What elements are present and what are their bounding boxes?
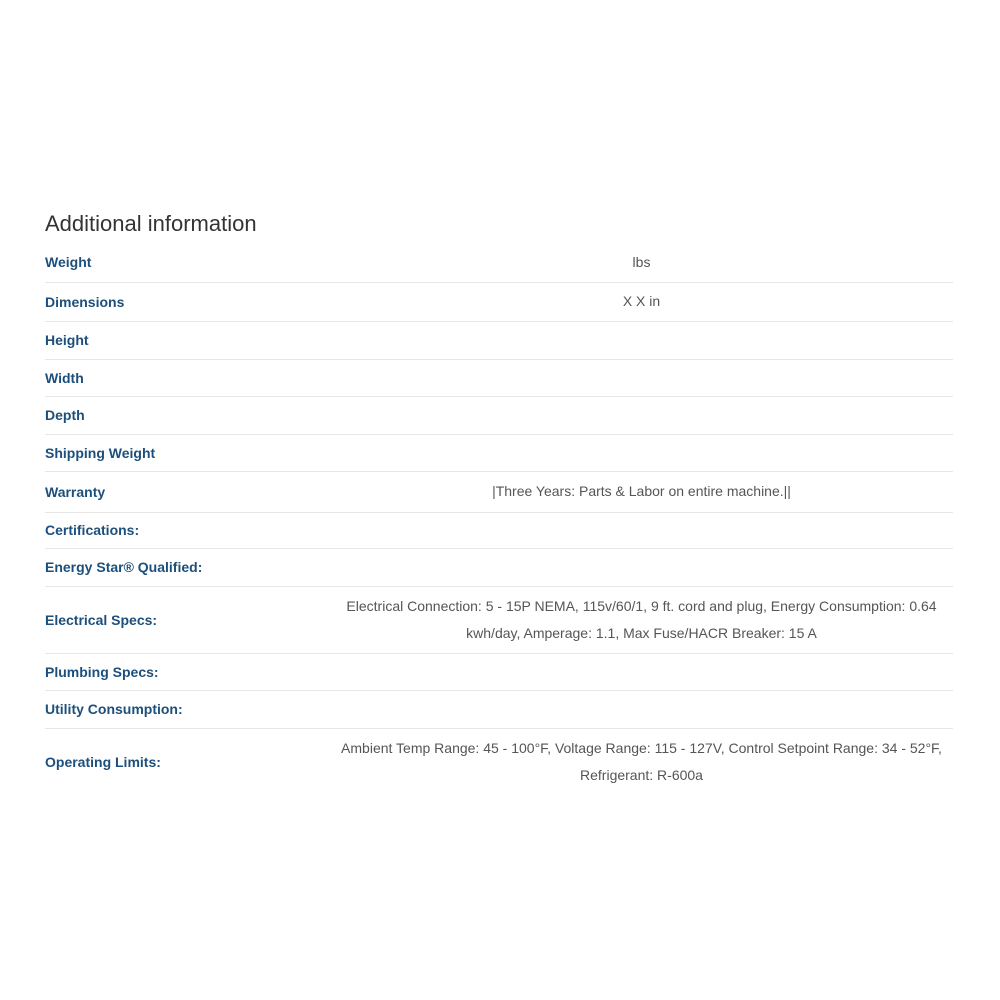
- table-row-depth: [45, 396, 953, 434]
- row-label-electrical-specs: Electrical Specs:: [45, 611, 158, 628]
- table-row-utility-consumption: [45, 690, 953, 728]
- table-row-shipping-weight: [45, 434, 953, 471]
- table-row-certifications: [45, 512, 953, 548]
- table-row-electrical-specs: [45, 586, 953, 653]
- row-label-energy-star: Energy Star® Qualified:: [45, 559, 203, 575]
- row-label-utility-consumption: Utility Consumption:: [45, 701, 183, 717]
- additional-information-table: [45, 243, 953, 796]
- row-label-dimensions: Dimensions: [45, 293, 125, 310]
- row-value-energy-star: [330, 548, 953, 586]
- row-label-width: Width: [45, 369, 84, 386]
- table-row-dimensions: [45, 282, 953, 321]
- table-row-warranty: [45, 471, 953, 512]
- row-value-warranty: |Three Years: Parts & Labor on entire machine.||: [492, 483, 791, 499]
- row-value-width: [330, 359, 953, 396]
- section-title: Additional information: [45, 211, 257, 236]
- row-label-operating-limits: Operating Limits:: [45, 754, 161, 771]
- row-value-electrical-specs: Electrical Connection: 5 - 15P NEMA, 115v/60/1, 9 ft. cord and plug, Energy Consumption: 0.64 kwh/day, Amperage: 1.1, Max Fuse/HACR Breaker: 15 A: [346, 597, 937, 641]
- row-label-plumbing-specs: Plumbing Specs:: [45, 663, 159, 680]
- row-label-depth: Depth: [45, 407, 85, 423]
- row-label-height: Height: [45, 332, 89, 348]
- table-row-weight: [45, 243, 953, 282]
- row-label-certifications: Certifications:: [45, 522, 140, 538]
- row-label-weight: Weight: [45, 254, 92, 271]
- table-row-energy-star: [45, 548, 953, 586]
- table-row-width: [45, 359, 953, 396]
- table-row-height: [45, 321, 953, 359]
- row-label-warranty: Warranty: [45, 483, 106, 500]
- table-row-plumbing-specs: [45, 653, 953, 690]
- row-value-depth: [330, 396, 953, 434]
- row-value-utility-consumption: [330, 690, 953, 728]
- row-value-dimensions: X X in: [622, 293, 661, 309]
- row-value-height: [330, 321, 953, 359]
- row-value-plumbing-specs: [330, 653, 953, 690]
- row-label-shipping-weight: Shipping Weight: [45, 444, 156, 461]
- row-value-shipping-weight: [330, 434, 953, 471]
- row-value-weight: lbs: [632, 253, 651, 270]
- row-value-operating-limits: Ambient Temp Range: 45 - 100°F, Voltage Range: 115 - 127V, Control Setpoint Range: 34 - 52°F, Refrigerant: R-600a: [341, 740, 942, 784]
- table-row-operating-limits: [45, 728, 953, 796]
- additional-information-section: [45, 205, 953, 796]
- row-value-certifications: [330, 512, 953, 548]
